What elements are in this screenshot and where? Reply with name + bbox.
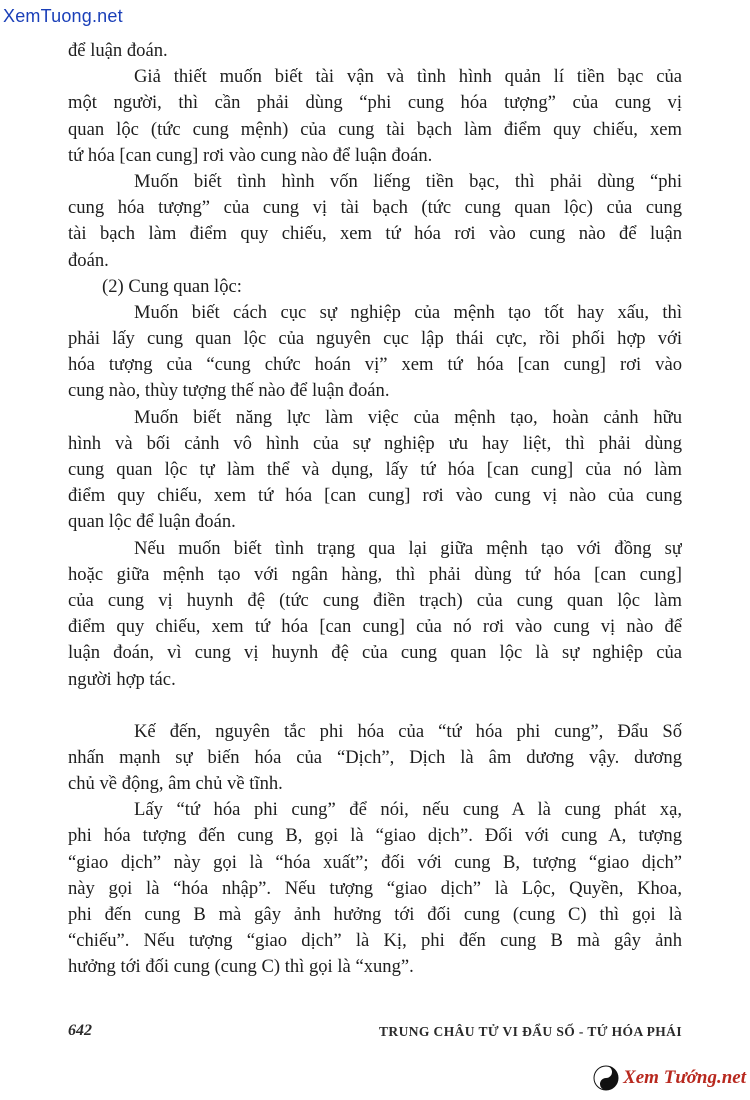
text-line: hình và bối cảnh vô hình của sự nghiệp ưu hay liệt, thì phải dùng [68, 432, 682, 454]
paragraph-gap [68, 693, 682, 719]
text-line: điểm quy chiếu, xem tứ hóa [can cung] rơi vào cung vị nào của cung [68, 485, 682, 507]
site-watermark: XemTuong.net [3, 6, 123, 26]
text-line: phi hóa tượng đến cung B, gọi là “giao dịch”. Đối với cung A, tượng [68, 825, 682, 847]
text-line: cung quan lộc tự làm thể và dụng, lấy tứ hóa [can cung] của nó làm [68, 459, 682, 480]
text-line: cung nào, thùy tượng thế nào để luận đoán. [68, 380, 390, 402]
text-line: điểm quy chiếu, xem tứ hóa [can cung] của nó rơi vào cung vị nào để [68, 616, 682, 638]
section-heading: (2) Cung quan lộc: [102, 275, 242, 297]
text-line: “chiếu”. Nếu tượng “giao dịch” là Kị, phi đến cung B mà gây ảnh [68, 930, 682, 952]
text-line: Kế đến, nguyên tắc phi hóa của “tứ hóa phi cung”, Đẩu Số [134, 720, 682, 742]
text-line: hưởng tới đối cung (cung C) thì gọi là “xung”. [68, 956, 414, 978]
text-line: luận đoán, vì cung vị huynh đệ của cung quan lộc là sự nghiệp của [68, 642, 682, 664]
text-line: Muốn biết năng lực làm việc của mệnh tạo, hoàn cảnh hữu [134, 406, 682, 428]
text-line: này gọi là “hóa nhập”. Nếu tượng “giao dịch” là Lộc, Quyền, Khoa, [68, 877, 682, 899]
text-line: nhấn mạnh sự biến hóa của “Dịch”, Dịch là âm dương vậy. dương [68, 746, 682, 768]
text-line: Lấy “tứ hóa phi cung” để nói, nếu cung A là cung phát xạ, [134, 799, 682, 821]
text-line: phải lấy cung quan lộc của nguyên cục lập thái cực, rồi phối hợp với [68, 328, 682, 350]
yin-yang-icon [593, 1065, 619, 1091]
text-line: Muốn biết tình hình vốn liếng tiền bạc, thì phải dùng “phi [134, 170, 682, 192]
running-title: TRUNG CHÂU TỬ VI ĐẨU SỐ - TỨ HÓA PHÁI [379, 1024, 682, 1039]
text-line: tứ hóa [can cung] rơi vào cung nào để luận đoán. [68, 144, 433, 166]
text-line: “giao dịch” này gọi là “hóa xuất”; đối với cung B, tượng “giao dịch” [68, 851, 682, 873]
logo-text: Xem Tướng.net [623, 1067, 746, 1088]
text-line: cung hóa tượng” của cung vị tài bạch (tức cung quan lộc) của cung [68, 197, 682, 219]
text-line: tài bạch làm điểm quy chiếu, xem tứ hóa rơi vào cung nào để luận [68, 223, 682, 245]
text-line: hoặc giữa mệnh tạo với ngân hàng, thì phải dùng tứ hóa [can cung] [68, 563, 682, 585]
text-line: Giả thiết muốn biết tài vận và tình hình quản lí tiền bạc của [134, 66, 682, 88]
text-line: đoán. [68, 249, 109, 271]
page-body [68, 38, 682, 981]
site-logo [593, 1064, 746, 1092]
text-line: phi đến cung B mà gây ảnh hưởng tới đối cung (cung C) thì gọi là [68, 904, 682, 925]
text-line: chủ về động, âm chủ về tĩnh. [68, 773, 283, 795]
text-line: Nếu muốn biết tình trạng qua lại giữa mệnh tạo với đồng sự [134, 537, 682, 559]
text-line: của cung vị huynh đệ (tức cung điền trạch) của cung quan lộc làm [68, 589, 682, 611]
text-line: một người, thì cần phải dùng “phi cung hóa tượng” của cung vị [68, 92, 682, 114]
text-line: để luận đoán. [68, 40, 168, 61]
text-line: hóa tượng của “cung chức hoán vị” xem tứ hóa [can cung] rơi vào [68, 354, 682, 376]
text-line: quan lộc để luận đoán. [68, 511, 236, 533]
text-line: Muốn biết cách cục sự nghiệp của mệnh tạo tốt hay xấu, thì [134, 301, 682, 323]
text-line: người hợp tác. [68, 668, 176, 690]
text-line: quan lộc (tức cung mệnh) của cung tài bạch làm điểm quy chiếu, xem [68, 118, 682, 140]
page-number: 642 [68, 1022, 92, 1039]
